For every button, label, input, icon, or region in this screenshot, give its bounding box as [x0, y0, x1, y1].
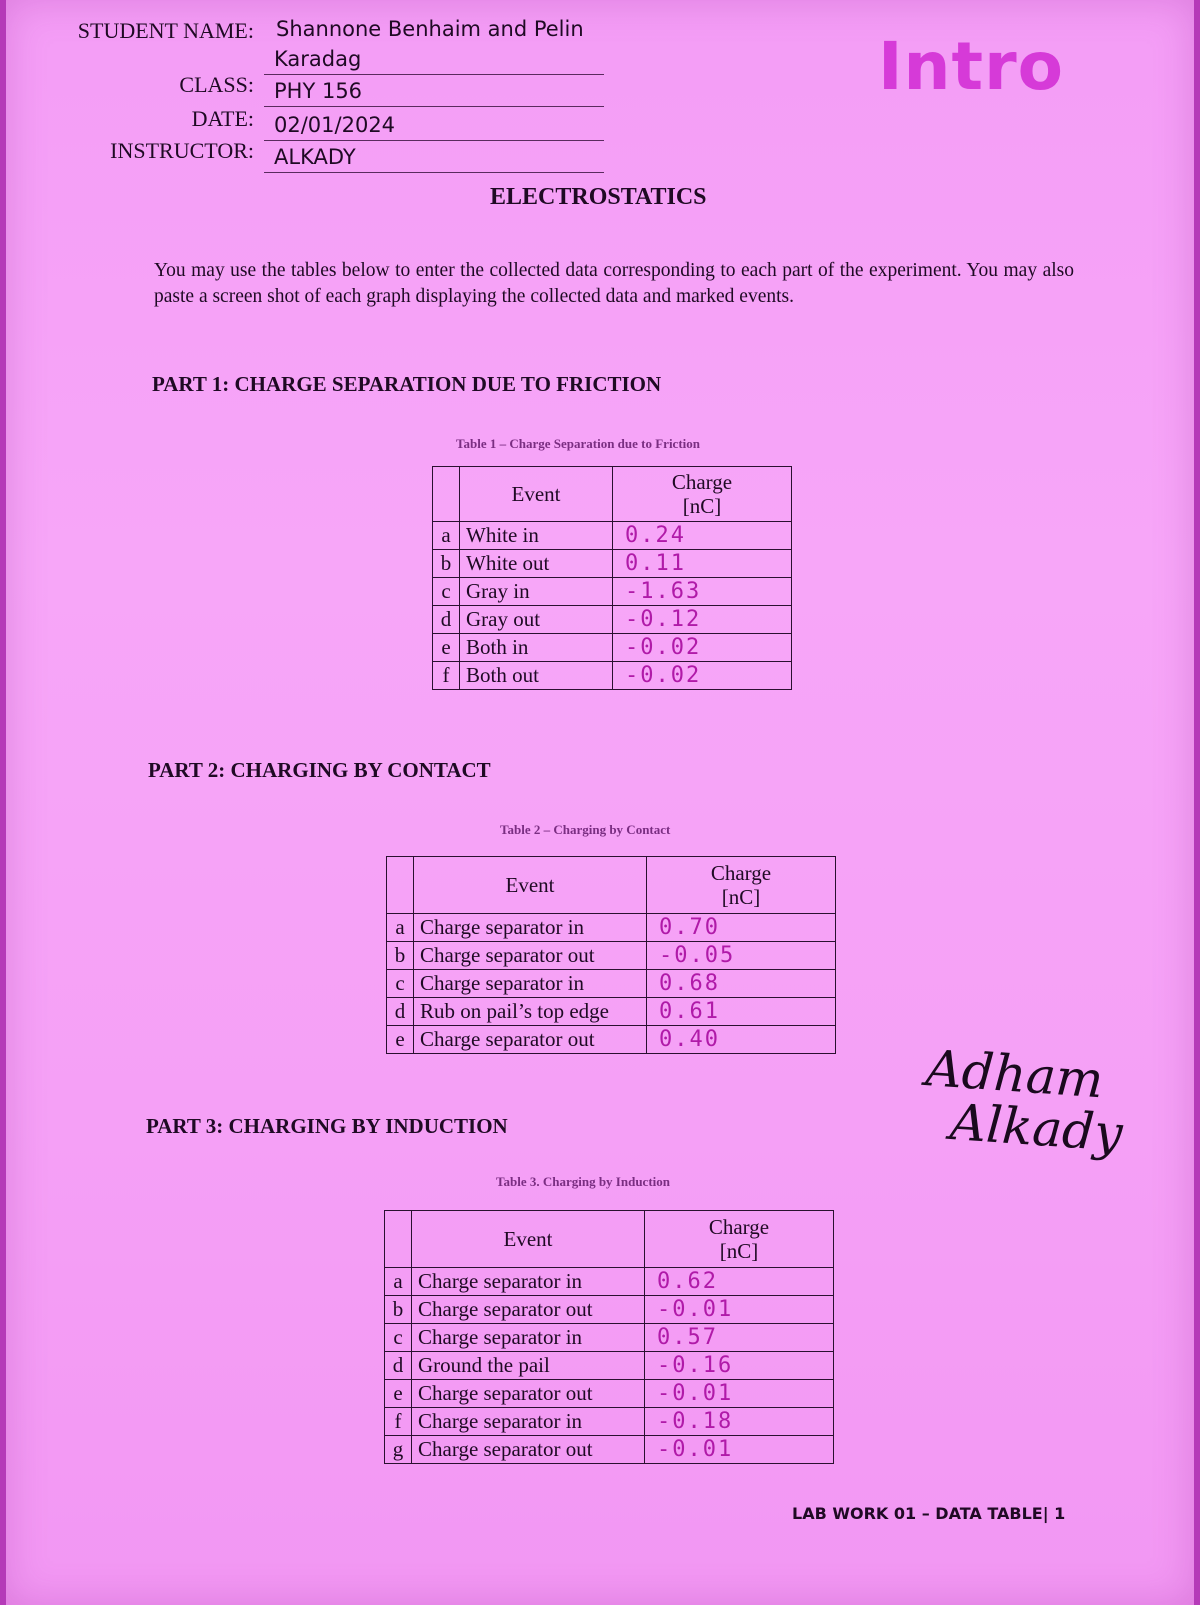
row-event: Charge separator in: [412, 1268, 645, 1296]
row-index: e: [385, 1380, 412, 1408]
class-value: PHY 156: [264, 76, 604, 107]
row-index: e: [433, 634, 460, 662]
part3-caption: Table 3. Charging by Induction: [496, 1174, 670, 1189]
table-row: [433, 662, 792, 690]
header-charge-unit: [nC]: [721, 885, 761, 909]
row-charge: -0.18: [645, 1408, 834, 1436]
table-row: [433, 606, 792, 634]
row-event: Gray in: [460, 578, 613, 606]
table-row: [385, 1436, 834, 1464]
class-label: CLASS:: [179, 72, 254, 97]
table-3: [384, 1210, 834, 1464]
row-event: Charge separator in: [414, 970, 647, 998]
row-charge: -0.12: [613, 606, 792, 634]
signature-line2: Alkady: [948, 1092, 1125, 1163]
header-idx-cell: [387, 857, 414, 914]
header-charge-unit: [nC]: [682, 494, 722, 518]
header-event: Event: [414, 857, 647, 914]
row-index: b: [433, 550, 460, 578]
row-index: f: [385, 1408, 412, 1436]
row-charge: -0.05: [647, 942, 836, 970]
table-row: [433, 578, 792, 606]
row-index: a: [433, 522, 460, 550]
row-charge: 0.11: [613, 550, 792, 578]
row-index: c: [433, 578, 460, 606]
table-2: [386, 856, 836, 1054]
row-event: Charge separator in: [412, 1324, 645, 1352]
row-charge: -0.02: [613, 634, 792, 662]
row-charge: -1.63: [613, 578, 792, 606]
table-header-row: [387, 857, 836, 914]
header-charge-line1: Charge: [710, 861, 772, 885]
row-event: Charge separator out: [412, 1296, 645, 1324]
row-charge: -0.02: [613, 662, 792, 690]
row-event: Gray out: [460, 606, 613, 634]
row-charge: 0.24: [613, 522, 792, 550]
header-event: Event: [460, 467, 613, 522]
row-charge: 0.68: [647, 970, 836, 998]
part2-caption: Table 2 – Charging by Contact: [500, 822, 671, 837]
student-name-line2: Karadag: [264, 44, 604, 75]
row-index: c: [387, 970, 414, 998]
part3-heading: PART 3: CHARGING BY INDUCTION: [146, 1114, 508, 1138]
row-charge: 0.40: [647, 1026, 836, 1054]
row-charge: 0.70: [647, 914, 836, 942]
table-row: [433, 550, 792, 578]
lab-sheet-page: [6, 0, 1194, 1605]
row-event: Charge separator out: [414, 942, 647, 970]
row-charge: -0.01: [645, 1296, 834, 1324]
row-event: Rub on pail’s top edge: [414, 998, 647, 1026]
row-index: b: [385, 1296, 412, 1324]
row-charge: 0.57: [645, 1324, 834, 1352]
table-1: [432, 466, 792, 690]
row-event: Both in: [460, 634, 613, 662]
part2-heading: PART 2: CHARGING BY CONTACT: [148, 758, 491, 782]
table-header-row: [433, 467, 792, 522]
row-event: White in: [460, 522, 613, 550]
row-index: g: [385, 1436, 412, 1464]
row-charge: 0.62: [645, 1268, 834, 1296]
row-event: White out: [460, 550, 613, 578]
table-header-row: [385, 1211, 834, 1268]
table-row: [385, 1408, 834, 1436]
row-event: Both out: [460, 662, 613, 690]
row-charge: -0.01: [645, 1380, 834, 1408]
student-name-label: STUDENT NAME:: [77, 18, 254, 43]
page-footer: LAB WORK 01 – DATA TABLE| 1: [792, 1504, 1066, 1523]
page-title: ELECTROSTATICS: [490, 184, 707, 210]
row-charge: 0.61: [647, 998, 836, 1026]
table-row: [433, 522, 792, 550]
table-row: [387, 942, 836, 970]
date-value: 02/01/2024: [264, 110, 604, 141]
row-index: a: [385, 1268, 412, 1296]
instructor-value: ALKADY: [264, 142, 604, 173]
header-charge-line1: Charge: [708, 1215, 770, 1239]
intro-paragraph: You may use the tables below to enter the collected data corresponding to each part of the experiment. You may also paste a screen shot of each graph displaying the collected data and marked events.: [154, 260, 1074, 307]
intro-stamp: Intro: [878, 28, 1064, 105]
row-charge: -0.01: [645, 1436, 834, 1464]
header-idx-cell: [433, 467, 460, 522]
row-event: Charge separator out: [412, 1380, 645, 1408]
row-index: d: [433, 606, 460, 634]
row-event: Charge separator out: [412, 1436, 645, 1464]
table-row: [433, 634, 792, 662]
row-index: c: [385, 1324, 412, 1352]
header-charge: [647, 857, 836, 914]
header-charge-line1: Charge: [671, 470, 733, 494]
instructor-label: INSTRUCTOR:: [110, 138, 254, 163]
row-index: e: [387, 1026, 414, 1054]
table-row: [387, 998, 836, 1026]
row-event: Charge separator in: [412, 1408, 645, 1436]
table-row: [387, 970, 836, 998]
table-row: [385, 1324, 834, 1352]
row-index: d: [387, 998, 414, 1026]
row-event: Charge separator out: [414, 1026, 647, 1054]
signature-line1: Adham: [924, 1039, 1106, 1110]
row-index: a: [387, 914, 414, 942]
row-charge: -0.16: [645, 1352, 834, 1380]
header-charge: [645, 1211, 834, 1268]
table-row: [385, 1380, 834, 1408]
part1-caption: Table 1 – Charge Separation due to Friction: [456, 436, 700, 451]
row-event: Ground the pail: [412, 1352, 645, 1380]
row-event: Charge separator in: [414, 914, 647, 942]
date-label: DATE:: [191, 106, 254, 131]
row-index: b: [387, 942, 414, 970]
row-index: d: [385, 1352, 412, 1380]
header-idx-cell: [385, 1211, 412, 1268]
row-index: f: [433, 662, 460, 690]
header-charge: [613, 467, 792, 522]
student-name-line1: Shannone Benhaim and Pelin: [276, 17, 584, 41]
header-charge-unit: [nC]: [719, 1239, 759, 1263]
instructor-signature: [920, 1039, 1128, 1163]
table-row: [385, 1268, 834, 1296]
part1-heading: PART 1: CHARGE SEPARATION DUE TO FRICTION: [152, 372, 662, 396]
table-row: [385, 1296, 834, 1324]
table-row: [387, 914, 836, 942]
header-event: Event: [412, 1211, 645, 1268]
table-row: [387, 1026, 836, 1054]
table-row: [385, 1352, 834, 1380]
